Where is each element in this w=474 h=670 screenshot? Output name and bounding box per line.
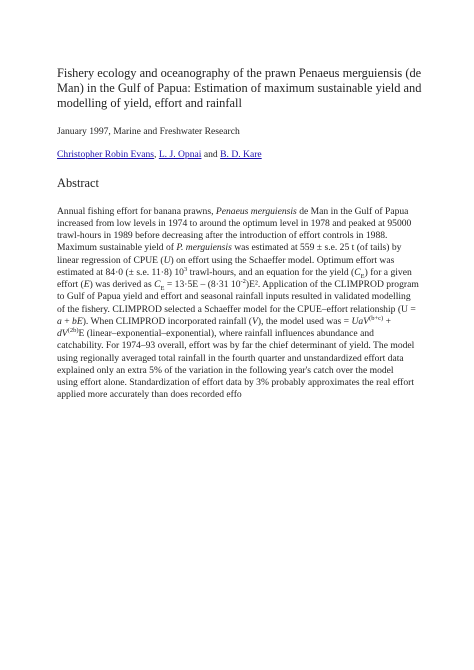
abstract-line: a + bE). When CLIMPROD incorporated rainfall (V), the model used was = UaV$^{(b+c)}$ + bbox=[57, 314, 391, 327]
author-list bbox=[57, 149, 422, 161]
author-separator: , bbox=[154, 148, 157, 160]
abstract-heading: Abstract bbox=[57, 175, 99, 190]
abstract-line: using effort alone. Standardization of effort data by 3% probably approximates the real effort bbox=[57, 377, 414, 389]
abstract-line: trawl-hours in 1989 before decreasing after the introduction of effort controls in 1988. bbox=[57, 230, 388, 242]
author-conjunction: and bbox=[203, 148, 218, 160]
abstract-line: effort (E) was derived as $C_E = 13\cdot 5E - (8\cdot 31$ $10^{-2})E^2$. Application of the CLIMPROD program bbox=[57, 277, 419, 293]
publication-info: January 1997, Marine and Freshwater Research bbox=[57, 125, 240, 137]
abstract-line: increased from low levels in 1974 to around the optimum level in 1978 and peaked at 95000 bbox=[57, 217, 412, 229]
abstract-text bbox=[57, 206, 422, 402]
abstract-line: linear regression of CPUE (U) on effort using the Schaeffer model. Optimum effort was bbox=[57, 254, 395, 266]
abstract-line: using regionally averaged total rainfall in the fourth quarter and unstandardized effort data bbox=[57, 352, 404, 364]
abstract-line: explained only an extra 5% of the variation in the following year's catch over the model bbox=[57, 364, 394, 376]
paper-content bbox=[57, 66, 422, 402]
abstract-line: to Gulf of Papua yield and effort and seasonal rainfall inputs resulted in validated modelling bbox=[57, 291, 411, 303]
abstract-line: of the fishery. CLIMPROD selected a Schaeffer model for the CPUE–effort relationship (U = bbox=[57, 303, 416, 315]
author-link-kare[interactable]: B. D. Kare bbox=[220, 148, 262, 160]
author-link-evans[interactable]: Christopher Robin Evans bbox=[57, 148, 154, 160]
paper-title: Fishery ecology and oceanography of the prawn Penaeus merguiensis (de Man) in the Gulf of Papua: Estimation of maximum sustainable yield and modelling of yield, effort and rainfall bbox=[57, 66, 422, 111]
abstract-line: applied more accurately than does recorded effo bbox=[57, 389, 242, 401]
abstract-line: Annual fishing effort for banana prawns, Penaeus merguiensis de Man in the Gulf of Papua bbox=[57, 205, 409, 217]
species-name: Penaeus merguiensis bbox=[215, 205, 297, 217]
author-link-opnai[interactable]: L. J. Opnai bbox=[158, 148, 202, 160]
abstract-line: estimated at 84·0 (± s.e. 11·8) $10^3$ trawl-hours, and an equation for the yield $(C_E)$ for a given bbox=[57, 265, 412, 280]
abstract-line: $dV^{(2b)}E$ (linear–exponential–exponential), where rainfall influences abundance and bbox=[57, 326, 374, 340]
abstract-line: catchability. For 1974–93 overall, effort was by far the chief determinant of yield. The model bbox=[57, 340, 415, 352]
abstract-line: Maximum sustainable yield of P. merguiensis was estimated at 559 ± s.e. 25 t (of tails) by bbox=[57, 242, 402, 254]
species-name-short: P. merguiensis bbox=[176, 242, 232, 254]
